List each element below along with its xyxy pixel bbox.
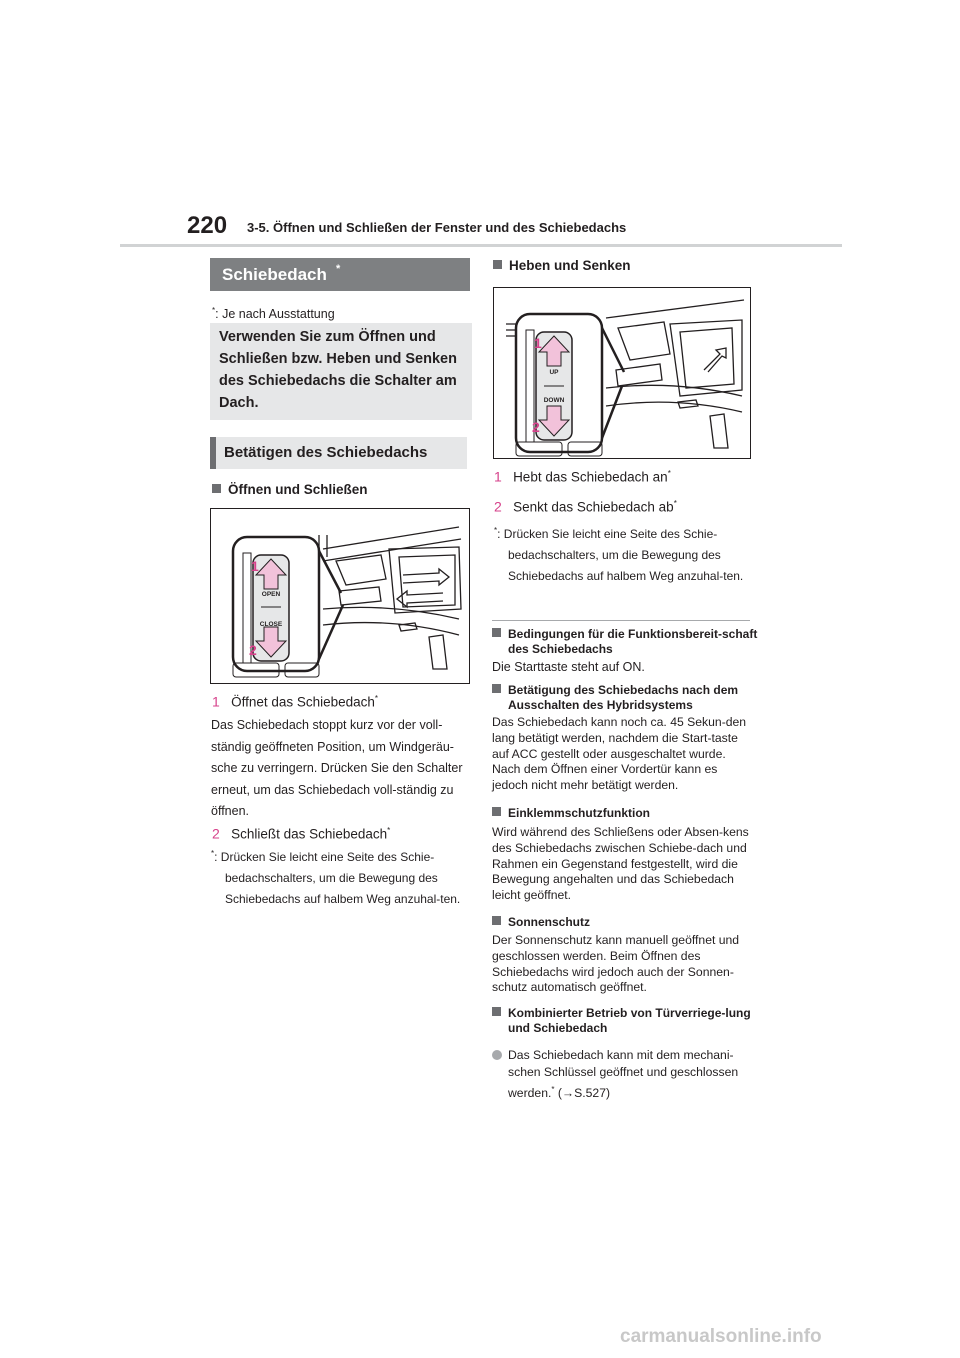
- figure-tilt: [493, 287, 751, 459]
- header-rule: [120, 244, 842, 247]
- cond-5-star: *: [551, 1085, 555, 1094]
- step-1-description: Das Schiebedach stoppt kurz vor der voll-ständig geöffneten Position, um Windgeräu-sche zu verringern. Drücken Sie den Schalter erneut, um das Schiebedach voll-ständig zu öffnen.: [211, 718, 463, 819]
- step-2-num: 2: [212, 825, 220, 842]
- footnote-star: *: [212, 306, 216, 315]
- step-1-star: *: [374, 694, 379, 703]
- watermark: carmanualsonline.info: [620, 1326, 822, 1347]
- cond-3-title-text: Einklemmschutzfunktion: [508, 806, 651, 820]
- cond-2-text: Das Schiebedach kann noch ca. 45 Sekun-den lang betätigt werden, nachdem die Start-taste auf ACC gestellt oder ausgeschaltet wurde. Nach dem Öffnen einer Vordertür kann es jedoch nicht mehr betätigt werden.: [492, 715, 747, 793]
- note-right-text: : Drücken Sie leicht eine Seite des Schie-bedachschalters, um die Bewegung des Schiebedachs auf halbem Weg anzuhal-ten.: [497, 527, 744, 583]
- tilt-step-2-num: 2: [494, 498, 502, 515]
- tilt-step-1-star: *: [667, 469, 671, 478]
- cond-5-title: [492, 1006, 766, 1036]
- note-left-text: : Drücken Sie leicht eine Seite des Schie-bedachschalters, um die Bewegung des Schiebedachs auf halbem Weg anzuhal-ten.: [214, 850, 461, 906]
- section-tilt: [493, 256, 631, 276]
- step-1-text: Öffnet das Schiebedach: [231, 694, 375, 710]
- section-title: 3-5. Öffnen und Schließen der Fenster und des Schiebedachs: [247, 220, 627, 235]
- figure-num-1: 1: [251, 558, 259, 574]
- roof-console-tilt-illustration: [494, 288, 750, 458]
- figure-open-close: [210, 508, 470, 684]
- cond-1-title: [492, 627, 766, 657]
- section-divider: [492, 620, 750, 621]
- cond-1-text: Die Starttaste steht auf ON.: [492, 660, 645, 674]
- section-open-close-text: Öffnen und Schließen: [228, 482, 368, 497]
- step-1-open: [212, 689, 378, 713]
- banner-schiebedach: [210, 258, 470, 291]
- note-left: [211, 843, 475, 910]
- cond-5-text-body: Das Schiebedach kann mit dem mechani-schen Schlüssel geöffnet und geschlossen werden.: [508, 1048, 739, 1101]
- note-right: [494, 520, 758, 587]
- info-box: [210, 323, 472, 420]
- step-2-text: Schließt das Schiebedach: [231, 826, 388, 842]
- section-open-close: [212, 480, 368, 500]
- figure-tilt-num-2: 2: [532, 419, 540, 435]
- tilt-step-2-star: *: [673, 499, 677, 508]
- step-1-tilt-up: [494, 464, 671, 488]
- step-2-star: *: [387, 826, 391, 835]
- step-2-close: [212, 821, 390, 845]
- banner-title: Schiebedach: [222, 265, 327, 284]
- info-text: Verwenden Sie zum Öffnen und Schließen bzw. Heben und Senken des Schiebedachs die Schalter am Dach.: [219, 329, 457, 411]
- footnote-text: : Je nach Ausstattung: [215, 307, 335, 322]
- subheading-betaetigen: [210, 437, 467, 469]
- open-label: OPEN: [261, 591, 281, 598]
- note-left-star: *: [211, 849, 215, 858]
- footnote: [212, 302, 335, 323]
- tilt-step-2-text: Senkt das Schiebedach ab: [513, 499, 674, 515]
- page-number: 220: [187, 212, 228, 239]
- step-2-tilt-down: [494, 494, 677, 518]
- tilt-step-1-text: Hebt das Schiebedach an: [513, 469, 668, 485]
- roof-console-illustration: [211, 509, 469, 683]
- subheading-text: Betätigen des Schiebedachs: [224, 444, 428, 461]
- tilt-step-1-num: 1: [494, 468, 502, 485]
- cond-4-title: [492, 915, 766, 930]
- note-right-star: *: [494, 526, 498, 535]
- page-reference-link[interactable]: (→S.527): [557, 1086, 611, 1101]
- section-tilt-text: Heben und Senken: [509, 258, 631, 273]
- cond-5-title-text: Kombinierter Betrieb von Türverriege-lung und Schiebedach: [508, 1006, 751, 1035]
- bullet-circle-icon: [492, 1050, 502, 1060]
- cond-5-text: [492, 1047, 766, 1102]
- cond-2-title-text: Betätigung des Schiebedachs nach dem Ausschalten des Hybridsystems: [508, 683, 739, 712]
- close-label: CLOSE: [259, 621, 283, 628]
- cond-4-title-text: Sonnenschutz: [508, 915, 591, 929]
- cond-4-text: Der Sonnenschutz kann manuell geöffnet und geschlossen werden. Beim Öffnen des Schiebedachs wird jedoch auch der Sonnen-schutz automatisch geöffnet.: [492, 933, 740, 995]
- banner-star: *: [336, 263, 341, 275]
- cond-2-title: [492, 683, 766, 713]
- step-1-num: 1: [212, 693, 220, 710]
- figure-num-2: 2: [249, 642, 257, 658]
- figure-tilt-num-1: 1: [534, 335, 542, 351]
- cond-1-title-text: Bedingungen für die Funktionsbereit-schaft des Schiebedachs: [508, 627, 758, 656]
- up-label: UP: [549, 369, 559, 376]
- cond-3-title: [492, 806, 766, 821]
- down-label: DOWN: [543, 397, 565, 404]
- cond-3-text: Wird während des Schließens oder Absen-kens des Schiebedachs zwischen Schiebe-dach und Rahmen ein Gegenstand festgestellt, wird die Bewegung angehalten und das Schiebedach leicht geöffnet.: [492, 825, 749, 903]
